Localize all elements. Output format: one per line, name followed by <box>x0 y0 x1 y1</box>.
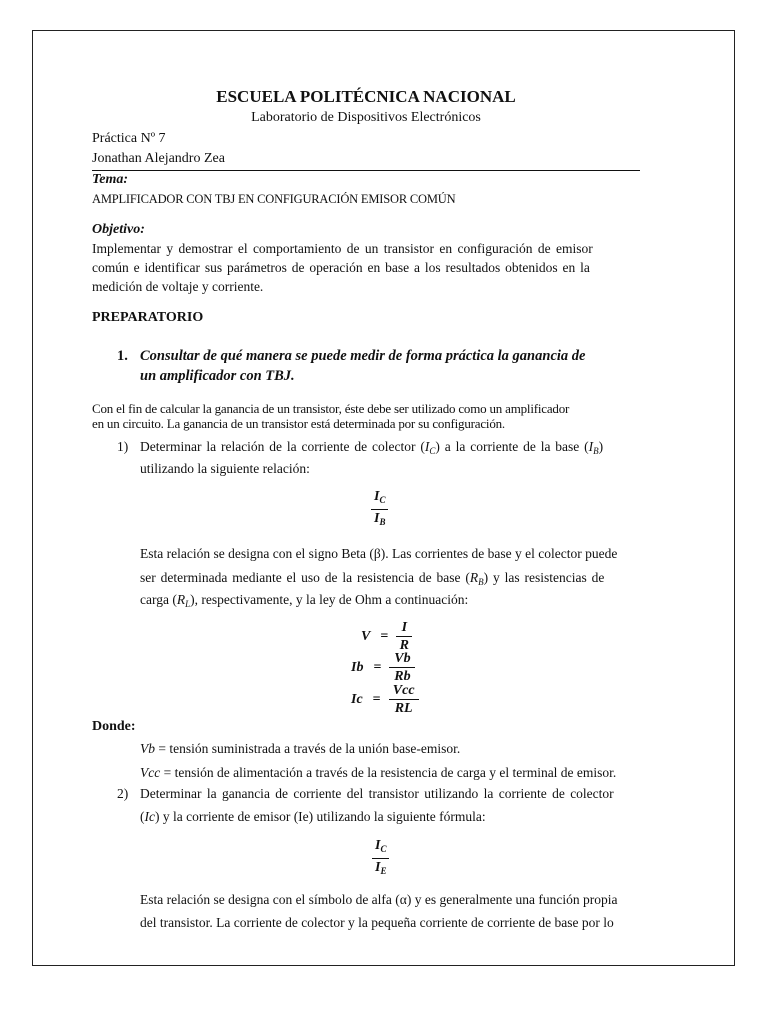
step-2-number: 2) <box>117 786 129 801</box>
beta-fraction-denominator: $I_B$ <box>374 511 386 527</box>
alpha-fraction-numerator: $I_C$ <box>375 838 387 854</box>
ib-equation <box>351 651 415 684</box>
objetivo-line-3: medición de voltaje y corriente. <box>92 279 264 294</box>
ohm-equation <box>361 620 412 653</box>
beta-para-line-3-a: carga ( <box>140 592 177 607</box>
ic-numerator: Vcc <box>392 683 415 698</box>
vcc-symbol: Vcc <box>140 765 161 780</box>
tema-label: Tema: <box>92 172 129 187</box>
alpha-fraction-denominator: $I_E$ <box>375 860 387 876</box>
institution-title: ESCUELA POLITÉCNICA NACIONAL <box>216 87 516 106</box>
preparatorio-heading: PREPARATORIO <box>92 310 204 325</box>
step-1-text-a: Determinar la relación de la corriente de colector ( <box>140 439 425 454</box>
step-1-line-1 <box>140 439 603 456</box>
beta-fraction <box>371 489 388 530</box>
step-1-number: 1) <box>117 439 129 454</box>
ic-equals: = <box>372 691 381 707</box>
beta-para-line-3-b: ), respectivamente, y la ley de Ohm a continuación: <box>190 592 469 607</box>
ohm-numerator: I <box>401 620 408 635</box>
ic-equation <box>351 683 419 716</box>
alpha-fraction <box>372 838 389 879</box>
vcc-definition <box>140 765 616 781</box>
ib-equals: = <box>373 659 382 675</box>
ib-numerator: Vb <box>394 651 411 666</box>
vcc-text: = tensión de alimentación a través de la resistencia de carga y el terminal de emisor. <box>160 765 617 780</box>
beta-para-line-1: Esta relación se designa con el signo Beta (β). Las corrientes de base y el colector puede <box>140 546 618 561</box>
fraction-bar <box>371 509 388 510</box>
rb-symbol: R <box>469 570 479 585</box>
fraction-bar <box>372 858 389 859</box>
ohm-equals: = <box>380 628 389 644</box>
beta-para-line-3 <box>140 592 468 609</box>
donde-label: Donde: <box>92 719 136 734</box>
step-2-line-2 <box>140 809 486 825</box>
step-1-text-b: ) a la corriente de la base ( <box>435 439 589 454</box>
ic-italic: Ic <box>144 809 155 824</box>
lab-subtitle: Laboratorio de Dispositivos Electrónicos <box>251 110 481 125</box>
alpha-para-line-1: Esta relación se designa con el símbolo de alfa (α) y es generalmente una función propia <box>140 892 618 907</box>
practice-number: Práctica Nº 7 <box>92 131 166 146</box>
vb-text: = tensión suministrada a través de la unión base-emisor. <box>155 741 461 756</box>
ic-denominator: RL <box>394 701 413 716</box>
objetivo-label: Objetivo: <box>92 222 145 237</box>
beta-fraction-numerator: $I_C$ <box>374 489 386 505</box>
objetivo-line-2: común e identificar sus parámetros de operación en base a los resultados obtenidos en la <box>92 260 590 275</box>
vb-definition <box>140 741 460 757</box>
question-number: 1. <box>117 348 128 364</box>
header-divider <box>92 170 640 171</box>
alpha-para-line-2: del transistor. La corriente de colector y la pequeña corriente de corriente de base por lo <box>140 915 614 930</box>
intro-line-1: Con el fin de calcular la ganancia de un transistor, éste debe ser utilizado como un amplificador <box>92 401 570 416</box>
rb-sub: B <box>478 577 484 587</box>
ib-denominator: Rb <box>394 669 411 684</box>
intro-line-2: en un circuito. La ganancia de un transistor está determinada por su configuración. <box>92 416 505 431</box>
fraction-bar <box>389 667 415 668</box>
ic-symbol: I <box>424 439 430 454</box>
beta-para-line-2 <box>140 570 604 587</box>
ib-symbol: I <box>588 439 594 454</box>
step-2-line-1: Determinar la ganancia de corriente del transistor utilizando la corriente de colector <box>140 786 614 801</box>
ib-sub: B <box>593 446 599 456</box>
tema-text: AMPLIFICADOR CON TBJ EN CONFIGURACIÓN EMISOR COMÚN <box>92 192 456 206</box>
fraction-bar <box>389 699 419 700</box>
question-line-1: Consultar de qué manera se puede medir de forma práctica la ganancia de <box>140 348 586 364</box>
beta-para-line-2-b: ) y las resistencias de <box>483 570 605 585</box>
step-2-line-2-b: ) y la corriente de emisor (Ie) utilizando la siguiente fórmula: <box>155 809 486 824</box>
objetivo-line-1: Implementar y demostrar el comportamiento de un transistor en configuración de emisor <box>92 241 593 256</box>
ic-lhs: Ic <box>351 691 363 707</box>
step-1-line-2: utilizando la siguiente relación: <box>140 461 310 476</box>
beta-para-line-2-a: ser determinada mediante el uso de la resistencia de base ( <box>140 570 470 585</box>
ohm-lhs: V <box>361 628 371 644</box>
step-2-line-2-a: ( <box>140 809 145 824</box>
ic-sub: C <box>429 446 436 456</box>
vb-symbol: Vb <box>140 741 155 756</box>
rl-sub: L <box>185 599 191 609</box>
author-name: Jonathan Alejandro Zea <box>92 151 225 166</box>
fraction-bar <box>396 636 412 637</box>
ohm-denominator: R <box>399 638 409 653</box>
step-1-text-c: ) <box>598 439 604 454</box>
ib-lhs: Ib <box>351 659 364 675</box>
rl-symbol: R <box>176 592 186 607</box>
question-line-2: un amplificador con TBJ. <box>140 368 295 384</box>
